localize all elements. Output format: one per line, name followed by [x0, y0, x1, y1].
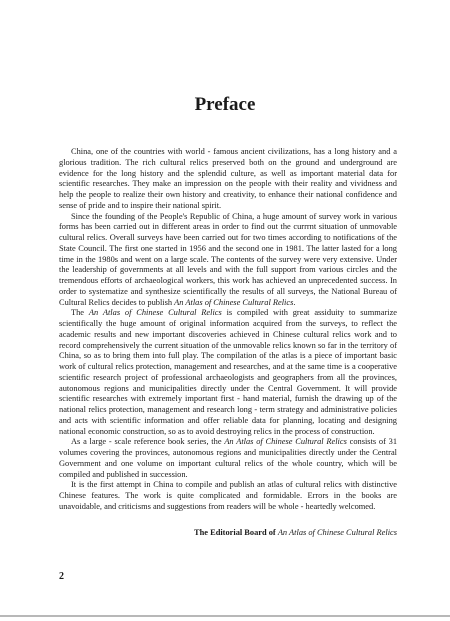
paragraph-1 — [59, 147, 397, 212]
page-title: Preface — [194, 94, 256, 115]
paragraph-4-text: consists of 31 volumes covering the provinces, autonomous regions and municipalities directly under the Central Government and one volume on important cultural relics of the whole country, which will be compiled and published in succession. — [59, 437, 398, 479]
paragraph-4 — [59, 437, 397, 480]
signature-book-title: An Atlas of Chinese Cultural Relics — [277, 528, 397, 537]
preface-body — [59, 147, 397, 513]
signature — [194, 527, 397, 538]
signature-board: The Editorial Board of — [194, 528, 276, 537]
book-title-ref: An Atlas of Chinese Cultural Relics — [88, 308, 222, 318]
paragraph-2-text: Since the founding of the People's Republic of China, a huge amount of survey work in various forms has been carried out in different areas in order to find out the currrnt situation of unmovable cultural relics. Overall surveys have been carried out for two times according to notifications of the State Council. The first one started in 1956 and the second one in 1981. The latter lasted for a long time in the 1980s and went on a large scale. The contents of the survey were very extensive. Under the leadership of governments at all levels and with the full support from various circles and the tremendous efforts of archaeological workers, this work has achieved an unprecedented success. In order to systematize and synthesize scientifically the results of all surveys, the National Bureau of Cultural Relics decides to publish — [59, 211, 397, 307]
paragraph-3-text: is compiled with great assiduity to summarize scientifically the huge amount of original information acquired from the surveys, to reflect the academic results and new important discoveries achieved in Chinese cultural relics work and to record comprehensively the current situation of the unmovable relics known so far in the territory of China, so as to bring them into full play. The compilation of the atlas is a piece of important basic work of cultural relics protection, management and researches, and at the same time is a cooperative scientific research project of professional archaeologists and geographers from all the provinces, autonomous regions and municipalities directly under the Central Government. It will provide scientific researches with extremely important first - hand material, furnish the drawing up of the national relics protection, management and research long - term strategy and administrative policies and acts with scientific information and offer reliable data for planning, locating and designing national economic construction, so as to avoid destroying relics in the process of construction. — [59, 308, 398, 436]
paragraph-1-text: China, one of the countries with world - famous ancient civilizations, has a long history and a glorious tradition. The rich cultural relics preserved both on the ground and underground are evidence for the long history and the splendid culture, as well as important material data for scientific researches. They make an impression on the people with their reality and vividness and help the people to realize their own history and creativity, to enhance their national confidence and sense of pride and to inspire their national spirit. — [59, 147, 397, 210]
paragraph-2-period: . — [293, 297, 296, 307]
book-title-ref: An Atlas of Chinese Cultural Relics — [174, 297, 294, 307]
paragraph-3-lead: The — [71, 308, 85, 318]
paragraph-5 — [59, 480, 397, 512]
footer-rule — [0, 615, 450, 617]
page-number: 2 — [59, 571, 64, 582]
paragraph-4-lead: As a large - scale reference book series, the — [71, 437, 222, 447]
book-title-ref: An Atlas of Chinese Cultural Relics — [224, 437, 347, 447]
paragraph-5-text: It is the first attempt in China to compile and publish an atlas of cultural relics with distinctive Chinese features. The work is quite complicated and formidable. Errors in the books are unavoidable, and criticisms and suggestions from readers will be whole - heartedly welcomed. — [59, 480, 397, 511]
paragraph-3 — [59, 308, 397, 437]
paragraph-2 — [59, 212, 397, 309]
